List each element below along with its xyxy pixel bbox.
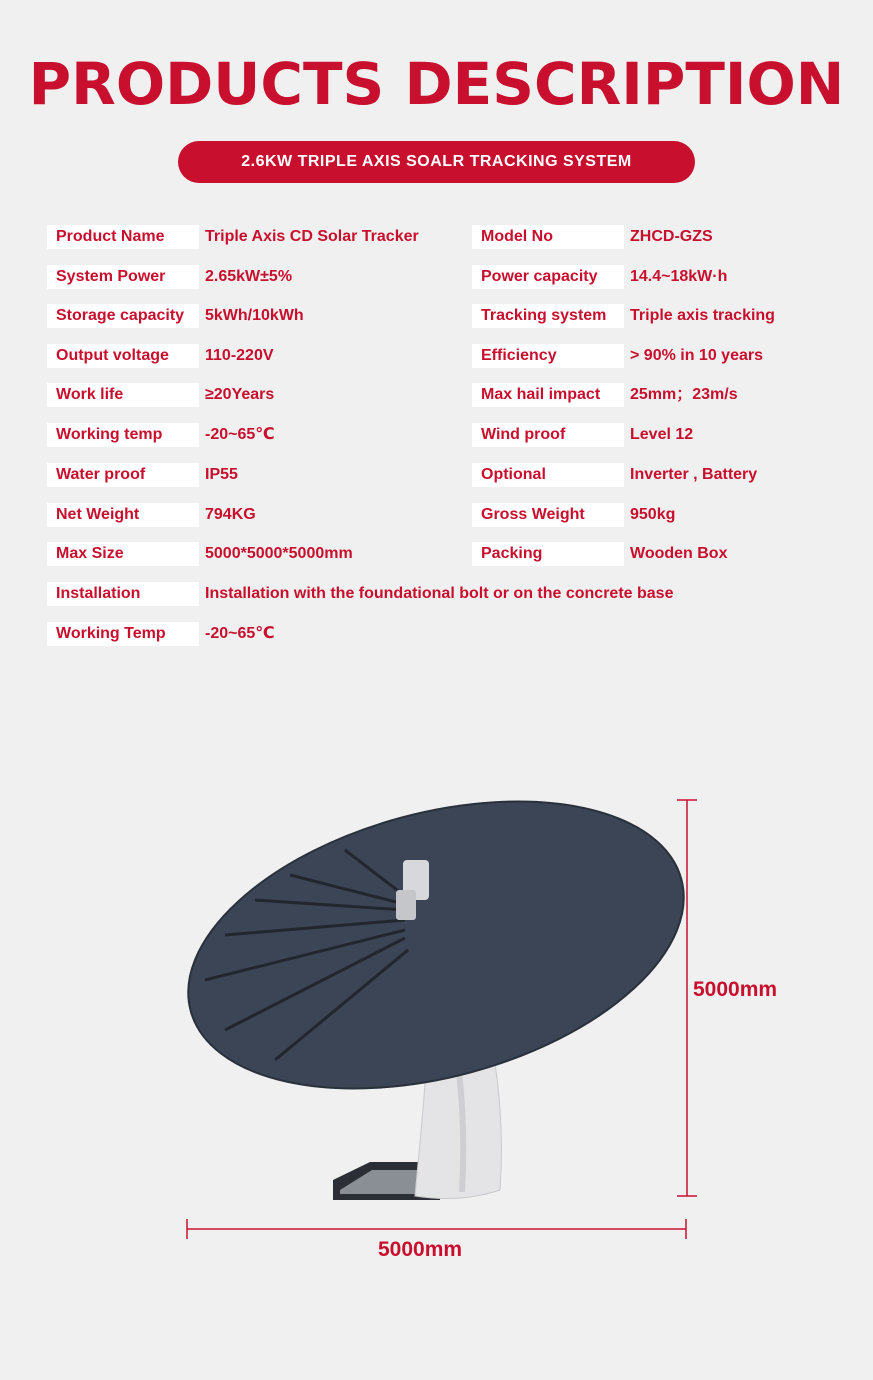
spec-label: Storage capacity — [47, 304, 199, 328]
spec-value: 14.4~18kW·h — [630, 268, 728, 285]
spec-label: Power capacity — [472, 265, 624, 289]
solar-tracker-illustration — [0, 760, 873, 1280]
spec-row — [0, 463, 873, 489]
spec-value: > 90% in 10 years — [630, 347, 763, 364]
spec-value: 110-220V — [205, 347, 274, 364]
width-dimension-line — [187, 1219, 686, 1239]
spec-label: Output voltage — [47, 344, 199, 368]
spec-value: -20~65℃ — [205, 426, 275, 443]
spec-row — [0, 622, 873, 648]
spec-value: ZHCD-GZS — [630, 228, 713, 245]
spec-value: -20~65℃ — [205, 625, 275, 642]
spec-label: Model No — [472, 225, 624, 249]
tracker-joint — [396, 890, 416, 920]
width-dimension-label: 5000mm — [378, 1238, 463, 1261]
spec-row — [0, 503, 873, 529]
spec-label: Installation — [47, 582, 199, 606]
height-dimension-label: 5000mm — [693, 978, 778, 1001]
spec-label: Net Weight — [47, 503, 199, 527]
spec-value: Triple Axis CD Solar Tracker — [205, 228, 419, 245]
spec-value: Triple axis tracking — [630, 307, 775, 324]
spec-value: Level 12 — [630, 426, 694, 443]
spec-value: Inverter , Battery — [630, 466, 758, 483]
spec-row — [0, 542, 873, 568]
spec-label: System Power — [47, 265, 199, 289]
spec-label: Gross Weight — [472, 503, 624, 527]
spec-label: Product Name — [47, 225, 199, 249]
subtitle-banner: 2.6KW TRIPLE AXIS SOALR TRACKING SYSTEM — [178, 141, 695, 183]
spec-value: Installation with the foundational bolt or on the concrete base — [205, 585, 674, 602]
spec-row — [0, 225, 873, 251]
spec-value: Wooden Box — [630, 545, 728, 562]
spec-label: Wind proof — [472, 423, 624, 447]
spec-value: ≥20Years — [205, 386, 275, 403]
spec-value: 794KG — [205, 506, 256, 523]
spec-label: Work life — [47, 383, 199, 407]
spec-label: Optional — [472, 463, 624, 487]
spec-label: Efficiency — [472, 344, 624, 368]
spec-label: Working temp — [47, 423, 199, 447]
product-figure — [0, 760, 873, 1280]
spec-value: 950kg — [630, 506, 676, 523]
spec-row — [0, 304, 873, 330]
spec-value: 2.65kW±5% — [205, 268, 293, 285]
spec-label: Tracking system — [472, 304, 624, 328]
spec-value: 5kWh/10kWh — [205, 307, 304, 324]
spec-label: Max hail impact — [472, 383, 624, 407]
spec-row — [0, 423, 873, 449]
spec-value: 25mm；23m/s — [630, 386, 738, 403]
spec-row — [0, 265, 873, 291]
spec-label: Packing — [472, 542, 624, 566]
page-title: PRODUCTS DESCRIPTION — [28, 50, 845, 118]
spec-row — [0, 344, 873, 370]
spec-row — [0, 582, 873, 608]
spec-label: Max Size — [47, 542, 199, 566]
spec-value: IP55 — [205, 466, 238, 483]
spec-label: Water proof — [47, 463, 199, 487]
spec-label: Working Temp — [47, 622, 199, 646]
spec-row — [0, 383, 873, 409]
spec-value: 5000*5000*5000mm — [205, 545, 353, 562]
